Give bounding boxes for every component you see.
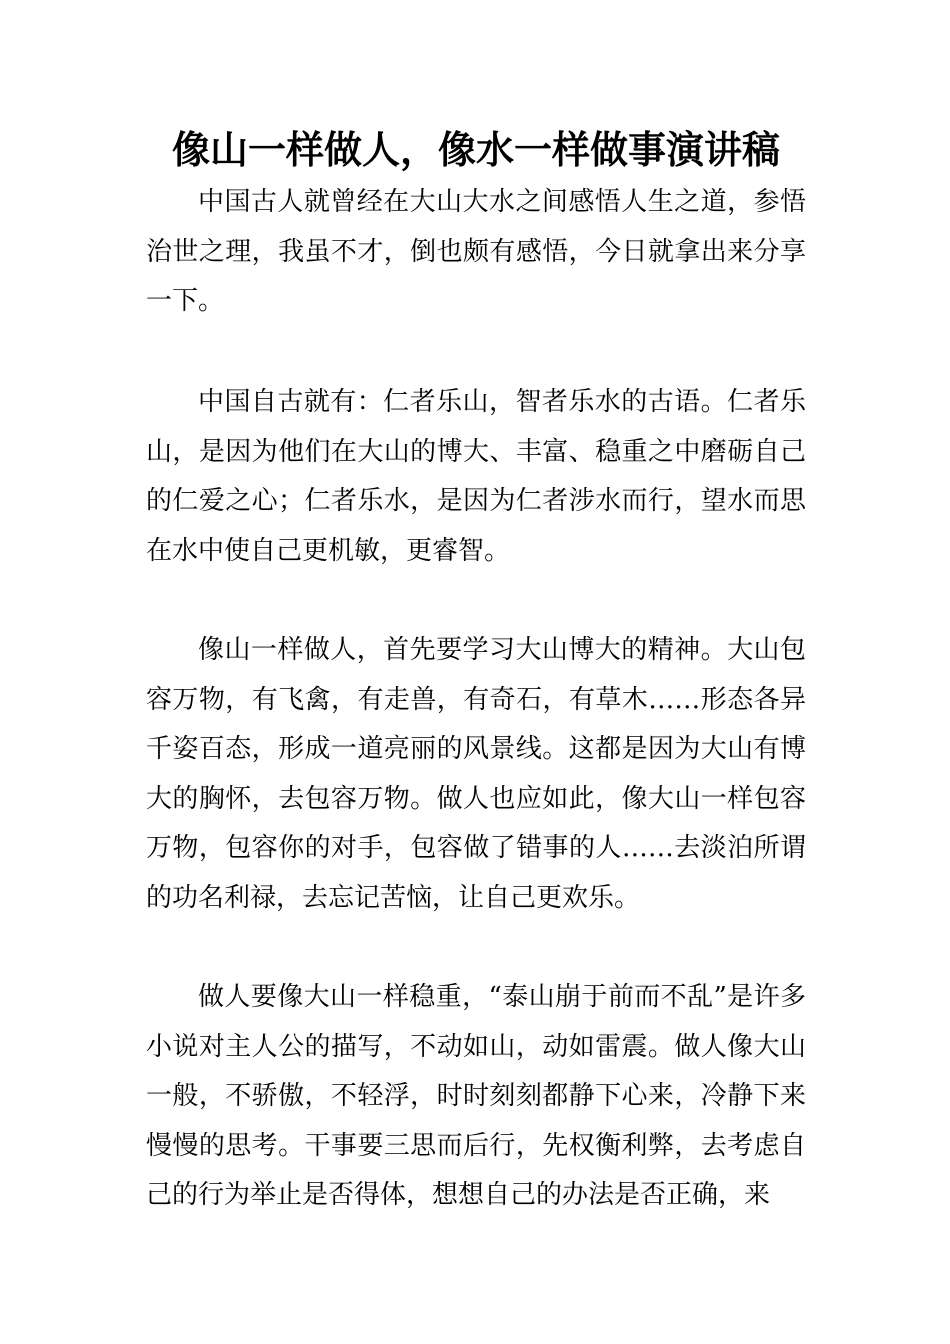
paragraph-1: 中国古人就曾经在大山大水之间感悟人生之道，参悟治世之理，我虽不才，倒也颇有感悟，今日就拿出来分享一下。 xyxy=(146,187,806,316)
document-title: 像山一样做人，像水一样做事演讲稿 xyxy=(171,128,780,172)
paragraph-3: 像山一样做人，首先要学习大山博大的精神。大山包容万物，有飞禽，有走兽，有奇石，有草木……形态各异千姿百态，形成一道亮丽的风景线。这都是因为大山有博大的胸怀，去包容万物。做人也应如此，像大山一样包容万物，包容你的对手，包容做了错事的人……去淡泊所谓的功名利禄，去忘记苦恼，让自己更欢乐。 xyxy=(146,635,806,913)
paragraph-2: 中国自古就有：仁者乐山，智者乐水的古语。仁者乐山，是因为他们在大山的博大、丰富、稳重之中磨砺自己的仁爱之心；仁者乐水，是因为仁者涉水而行，望水而思在水中使自己更机敏，更睿智。 xyxy=(146,387,806,566)
paragraph-4: 做人要像大山一样稳重，“泰山崩于前而不乱”是许多小说对主人公的描写，不动如山，动如雷震。做人像大山一般，不骄傲，不轻浮，时时刻刻都静下心来，冷静下来慢慢的思考。干事要三思而后行，先权衡利弊，去考虑自己的行为举止是否得体，想想自己的办法是否正确，来 xyxy=(146,982,806,1210)
